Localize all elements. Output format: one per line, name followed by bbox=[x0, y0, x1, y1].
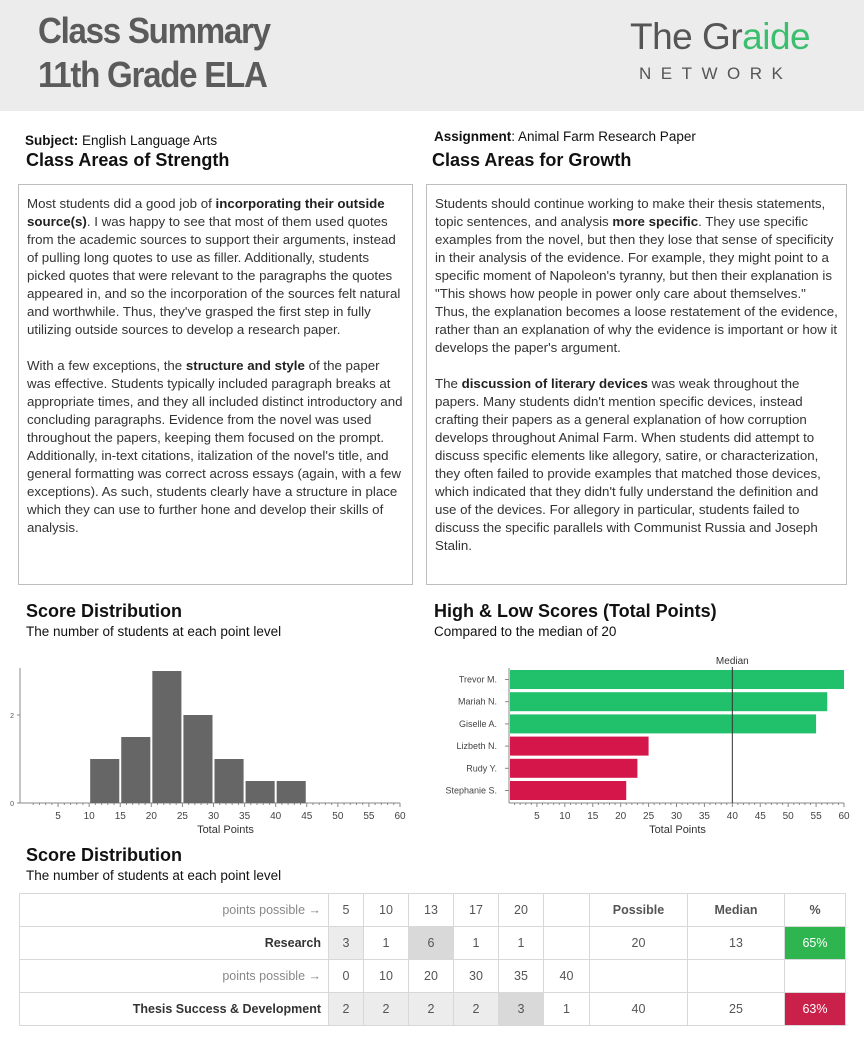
growth-p2-emphasis: discussion of literary devices bbox=[461, 376, 648, 391]
table-cell: 2 bbox=[364, 993, 409, 1026]
strength-p1-text-a: Most students did a good job of bbox=[27, 196, 216, 211]
table-cell: 5 bbox=[329, 894, 364, 927]
table-cell: 3 bbox=[329, 927, 364, 960]
page-title-line1: Class Summary bbox=[38, 10, 270, 51]
strength-p1-text-c: . I was happy to see that most of them used quotes from the academic sources to support their arguments, instead of pulling long quotes to use as filler. Additionally, students picked quotes that were relevant to the paragraphs the quotes appeared in, and so the incorporation of the sources felt natural and worthwhile. Thus, they've grasped the first step in fully utilizing outside sources to develop a research paper. bbox=[27, 214, 401, 337]
table-row bbox=[20, 960, 846, 993]
possible-value bbox=[590, 960, 688, 993]
table-cell: 2 bbox=[329, 993, 364, 1026]
assignment-value: : Animal Farm Research Paper bbox=[511, 129, 696, 144]
x-tick-label: 25 bbox=[643, 811, 655, 822]
growth-textbox bbox=[426, 184, 847, 585]
x-tick-label: 55 bbox=[363, 811, 375, 822]
x-tick-label: 20 bbox=[145, 811, 157, 822]
x-tick-label: 60 bbox=[838, 811, 850, 822]
score-bar bbox=[510, 692, 827, 711]
high-low-scores-chart bbox=[430, 652, 864, 842]
strength-paragraph-1 bbox=[27, 195, 404, 339]
page-header bbox=[0, 0, 864, 111]
percent-value bbox=[785, 960, 846, 993]
subject-value: English Language Arts bbox=[82, 133, 218, 148]
table-cell: 1 bbox=[499, 927, 544, 960]
histogram-bar bbox=[246, 781, 275, 803]
histogram-bar bbox=[277, 781, 306, 803]
table-cell: 1 bbox=[364, 927, 409, 960]
x-axis-title: Total Points bbox=[649, 824, 706, 836]
subject-label: Subject: bbox=[25, 133, 79, 148]
x-tick-label: 30 bbox=[207, 811, 220, 822]
table-cell: 30 bbox=[454, 960, 499, 993]
percent-header: % bbox=[785, 894, 846, 927]
strength-textbox bbox=[18, 184, 413, 585]
percent-value: 65% bbox=[785, 927, 846, 960]
table-cell: 10 bbox=[364, 960, 409, 993]
category-label: Lizbeth N. bbox=[456, 741, 497, 752]
growth-paragraph-1 bbox=[435, 195, 838, 357]
growth-p1-emphasis: more specific bbox=[612, 214, 699, 229]
x-tick-label: 5 bbox=[534, 811, 540, 822]
possible-value: 20 bbox=[590, 927, 688, 960]
score-table bbox=[19, 893, 846, 1026]
x-tick-label: 35 bbox=[698, 811, 710, 822]
y-tick-label: 2 bbox=[10, 713, 14, 720]
median-value: 13 bbox=[688, 927, 785, 960]
table-cell: 10 bbox=[364, 894, 409, 927]
logo-text-accent: aide bbox=[742, 16, 811, 57]
x-tick-label: 45 bbox=[301, 811, 313, 822]
strength-paragraph-2 bbox=[27, 357, 404, 537]
table-cell: 3 bbox=[499, 993, 544, 1026]
table-cell: 0 bbox=[329, 960, 364, 993]
table-cell: 20 bbox=[499, 894, 544, 927]
table-row bbox=[20, 927, 846, 960]
row-label: points possible → bbox=[20, 960, 329, 993]
strength-p2-text-a: With a few exceptions, the bbox=[27, 358, 186, 373]
histogram-bar bbox=[121, 737, 150, 803]
table-section-subtitle: The number of students at each point level bbox=[26, 868, 282, 883]
row-label: Thesis Success & Development bbox=[20, 993, 329, 1026]
highlow-title: High & Low Scores (Total Points) bbox=[434, 601, 717, 621]
table-cell: 1 bbox=[454, 927, 499, 960]
growth-paragraph-2 bbox=[435, 375, 838, 555]
table-section-title: Score Distribution bbox=[26, 845, 183, 865]
growth-p2-text-c: was weak throughout the papers. Many students didn't mention specific devices, instead crafting their papers as a general explanation of how corruption develops throughout Animal Farm. When students did attempt to discuss specific elements like allegory, satire, or characterization, they often failed to provide examples that matched those devices, which indicated that they didn't fully understand the definition and use of the devices. For allegory in particular, students failed to discuss the specific parallels with Communist Russia and Joseph Stalin. bbox=[435, 376, 821, 553]
assignment-line bbox=[434, 129, 696, 144]
table-cell: 6 bbox=[409, 927, 454, 960]
table-cell: 17 bbox=[454, 894, 499, 927]
table-cell: 20 bbox=[409, 960, 454, 993]
x-tick-label: 5 bbox=[55, 811, 61, 822]
x-tick-label: 50 bbox=[332, 811, 344, 822]
x-tick-label: 15 bbox=[114, 811, 126, 822]
strength-p1-emphasis: incorporating their outside source(s) bbox=[27, 196, 385, 229]
table-cell: 13 bbox=[409, 894, 454, 927]
category-label: Rudy Y. bbox=[466, 763, 497, 774]
x-tick-label: 30 bbox=[670, 811, 683, 822]
highlow-subtitle: Compared to the median of 20 bbox=[434, 624, 617, 639]
growth-p1-text-c: . They use specific examples from the novel, but then they lose that sense of specificity in their analysis of the evidence. For example, they might point to a specific moment of Napoleon's tyranny, but then their explanation is "This shows how people in power only care about themselves." Thus, the explanation becomes a loose restatement of the evidence, rather than an explanation of why the evidence is important or how it develops the paper's argument. bbox=[435, 214, 838, 355]
table-cell: 1 bbox=[544, 993, 590, 1026]
x-tick-label: 50 bbox=[782, 811, 794, 822]
table-cell bbox=[544, 927, 590, 960]
histogram-bar bbox=[90, 759, 119, 803]
strength-p2-emphasis: structure and style bbox=[185, 358, 305, 373]
possible-value: 40 bbox=[590, 993, 688, 1026]
percent-value: 63% bbox=[785, 993, 846, 1026]
table-cell: 40 bbox=[544, 960, 590, 993]
x-tick-label: 10 bbox=[559, 811, 571, 822]
score-bar bbox=[510, 737, 649, 756]
x-tick-label: 60 bbox=[394, 811, 406, 822]
growth-p1-text-a: Students should continue working to make their thesis statements, topic sentences, and analysis bbox=[435, 196, 826, 229]
x-tick-label: 45 bbox=[754, 811, 766, 822]
row-label: points possible → bbox=[20, 894, 329, 927]
x-tick-label: 20 bbox=[615, 811, 627, 822]
score-bar bbox=[510, 714, 816, 733]
x-tick-label: 40 bbox=[270, 811, 282, 822]
x-tick-label: 25 bbox=[176, 811, 188, 822]
histogram-bar bbox=[215, 759, 244, 803]
table-row bbox=[20, 993, 846, 1026]
x-tick-label: 15 bbox=[587, 811, 599, 822]
table-cell: 2 bbox=[409, 993, 454, 1026]
x-tick-label: 55 bbox=[810, 811, 822, 822]
strength-p2-text-c: of the paper was effective. Students typically included paragraph breaks at appropriate times, and they all included distinct introductory and concluding paragraphs. Evidence from the novel was used throughout the papers, keeping them focused on the prompt. Additionally, in-text citations, italization of the novel's title, and general formatting was correct across essays (again, with a few exceptions). As such, students clearly have a structure in place which they can use to further hone and develop their skills of analysis. bbox=[27, 358, 403, 535]
possible-header: Possible bbox=[590, 894, 688, 927]
y-tick-label: 0 bbox=[10, 801, 14, 808]
score-distribution-chart bbox=[0, 652, 420, 842]
page-title-line2: 11th Grade ELA bbox=[38, 54, 267, 95]
x-tick-label: 10 bbox=[83, 811, 95, 822]
score-bar bbox=[510, 670, 844, 689]
median-header: Median bbox=[688, 894, 785, 927]
row-label: Research bbox=[20, 927, 329, 960]
x-tick-label: 40 bbox=[726, 811, 738, 822]
logo-text-main: The Gr bbox=[630, 16, 743, 57]
x-tick-label: 35 bbox=[239, 811, 251, 822]
table-cell: 2 bbox=[454, 993, 499, 1026]
graide-logo bbox=[630, 16, 810, 58]
score-bar bbox=[510, 781, 626, 800]
table-cell: 35 bbox=[499, 960, 544, 993]
growth-p2-text-a: The bbox=[435, 376, 462, 391]
category-label: Mariah N. bbox=[457, 696, 497, 707]
score-bar bbox=[510, 759, 637, 778]
x-axis-title: Total Points bbox=[197, 824, 254, 836]
logo-subtitle: NETWORK bbox=[639, 64, 793, 83]
distribution-title: Score Distribution bbox=[26, 601, 183, 621]
table-cell bbox=[544, 894, 590, 927]
category-label: Stephanie S. bbox=[445, 785, 497, 796]
assignment-label: Assignment bbox=[434, 129, 512, 144]
median-value: 25 bbox=[688, 993, 785, 1026]
subject-line bbox=[25, 133, 217, 148]
strength-title: Class Areas of Strength bbox=[26, 150, 230, 170]
histogram-bar bbox=[183, 715, 212, 803]
table-row bbox=[20, 894, 846, 927]
median-value bbox=[688, 960, 785, 993]
histogram-bar bbox=[152, 671, 181, 803]
category-label: Trevor M. bbox=[458, 674, 497, 685]
distribution-subtitle: The number of students at each point level bbox=[26, 624, 282, 639]
median-label: Median bbox=[715, 656, 749, 667]
growth-title: Class Areas for Growth bbox=[432, 150, 632, 170]
category-label: Giselle A. bbox=[458, 718, 497, 729]
